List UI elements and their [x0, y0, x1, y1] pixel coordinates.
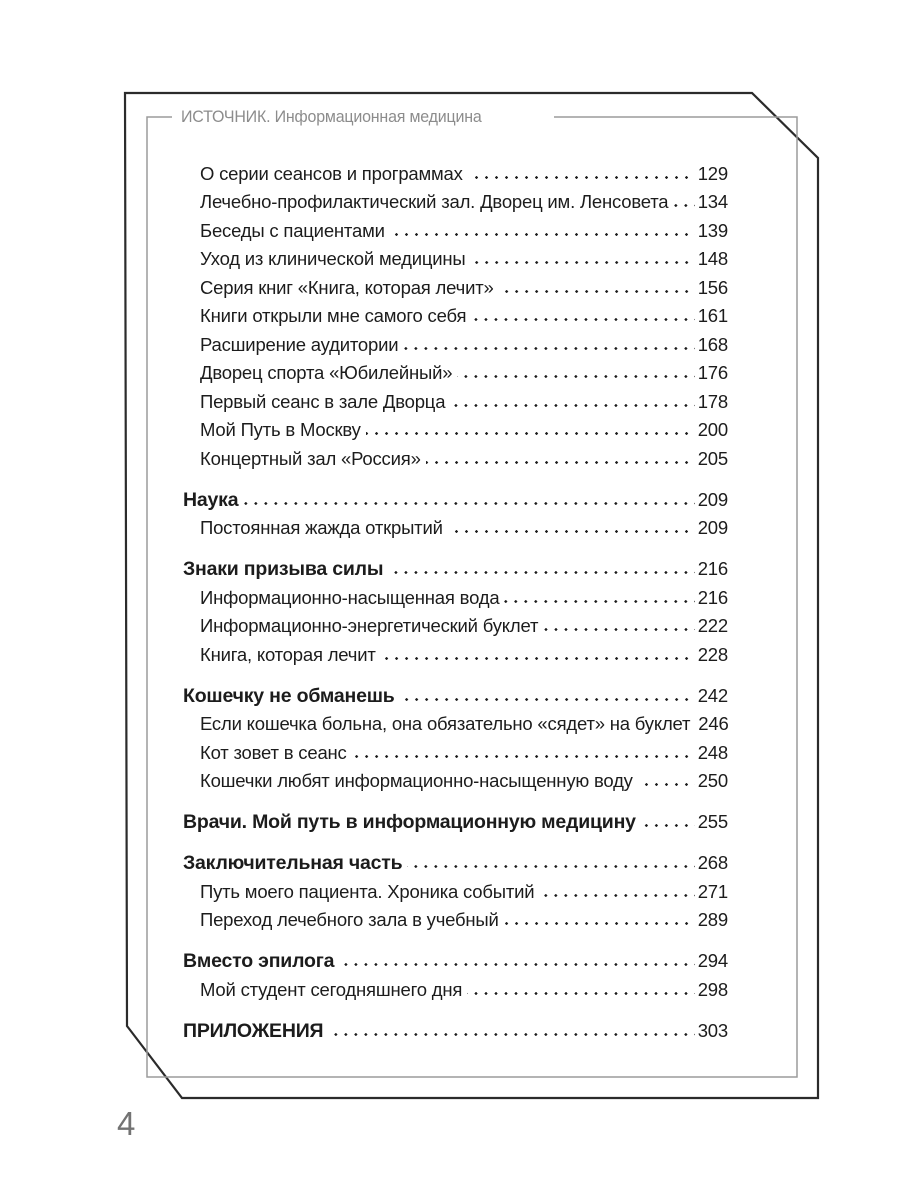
toc-entry [183, 413, 728, 442]
toc-entry [183, 805, 728, 834]
toc-entry-page: 228 [697, 643, 728, 665]
toc-entry-title: Кот зовет в сеанс [200, 741, 347, 763]
toc-entry-page: 246 [698, 713, 729, 734]
toc-entry-title: Расширение аудитории [200, 333, 399, 355]
toc-entry-page: 255 [697, 811, 728, 832]
toc-entry-page: 205 [697, 447, 728, 469]
toc-entry [183, 903, 728, 932]
dot-leader [641, 824, 695, 827]
toc-entry [183, 735, 728, 764]
toc-entry [183, 270, 728, 299]
toc-entry [183, 511, 728, 540]
toc-entry-page: 178 [697, 390, 728, 412]
toc-entry [183, 441, 728, 470]
toc-entry-title: Серия книг «Книга, которая лечит» [200, 276, 494, 298]
dot-leader [471, 318, 694, 321]
toc-entry-page: 161 [697, 305, 728, 326]
toc-entry-page: 216 [697, 558, 728, 579]
dot-leader [467, 992, 695, 995]
toc-entry [183, 156, 728, 185]
toc-entry-title: Книга, которая лечит [200, 643, 376, 665]
toc-entry-title: Первый сеанс в зале Дворца [200, 390, 446, 412]
toc-entry-page: 271 [697, 880, 728, 902]
toc-entry [183, 972, 728, 1001]
dot-leader [543, 628, 694, 631]
toc-entry [183, 242, 728, 271]
dot-leader [638, 783, 695, 786]
running-header [181, 107, 482, 127]
toc-entry-title: Постоянная жажда открытий [200, 517, 443, 538]
dot-leader [471, 261, 695, 264]
dot-leader [403, 347, 694, 350]
toc-entry-page: 216 [697, 586, 728, 608]
toc-entry-page: 294 [697, 950, 728, 971]
toc-entry-page: 289 [697, 909, 728, 930]
toc-entry-page: 248 [697, 741, 728, 763]
toc-entry-page: 268 [697, 852, 728, 873]
toc-entry-title: Информационно-энергетический буклет [200, 615, 539, 636]
toc-entry-page: 148 [697, 248, 728, 269]
toc-entry-page: 134 [697, 191, 728, 212]
dot-leader [328, 1033, 694, 1036]
toc-entry-page: 176 [697, 362, 728, 383]
toc-entry-title: Если кошечка больна, она обязательно «сядет» на буклет [200, 713, 691, 734]
toc-entry-title: Вместо эпилога [183, 950, 335, 972]
toc-entry-page: 209 [697, 517, 728, 538]
toc-entry-page: 209 [697, 488, 728, 510]
dot-leader [243, 502, 694, 505]
toc-entry-page: 250 [697, 770, 728, 791]
dot-leader [407, 865, 694, 868]
toc-entry [183, 764, 728, 793]
dot-leader [381, 657, 695, 660]
toc-entry [183, 874, 728, 903]
dot-leader [539, 894, 694, 897]
toc-entry-page: 139 [697, 219, 728, 241]
toc-entry [183, 707, 728, 736]
toc-entry [183, 185, 728, 214]
dot-leader [673, 204, 694, 207]
dot-leader [457, 375, 694, 378]
toc-entry-page: 200 [697, 419, 728, 440]
dot-leader [499, 290, 695, 293]
dot-leader [339, 963, 694, 966]
toc-entry [183, 327, 728, 356]
dot-leader [448, 530, 695, 533]
toc-entry [183, 552, 728, 581]
page-number: 4 [117, 1105, 136, 1142]
toc-entry-page: 129 [697, 162, 728, 184]
toc-entry-title: Мой Путь в Москву [200, 419, 361, 440]
toc-entry [183, 944, 728, 973]
toc-entry-page: 242 [697, 684, 728, 706]
running-header-title: ИСТОЧНИК. Информационная медицина [181, 107, 482, 126]
toc-entry [183, 637, 728, 666]
toc-entry-title: Беседы с пациентами [200, 219, 385, 241]
toc-entry-title: Мой студент сегодняшнего дня [200, 978, 463, 1000]
dot-leader [352, 755, 695, 758]
toc-entry-title: Кошечку не обманешь [183, 684, 395, 707]
toc-entry-title: О серии сеансов и программах [200, 162, 463, 184]
toc-entry [183, 356, 728, 385]
toc-entry-title: Лечебно-профилактический зал. Дворец им. Ленсовета [200, 191, 669, 212]
toc-entry-title: Дворец спорта «Юбилейный» [200, 362, 453, 383]
toc-entry [183, 299, 728, 328]
toc-entry [183, 1013, 728, 1042]
toc-entry-title: Концертный зал «Россия» [200, 447, 421, 469]
dot-leader [504, 922, 695, 925]
toc-entry [183, 482, 728, 511]
toc-entry-title: Переход лечебного зала в учебный [200, 909, 499, 930]
toc-entry-title: Заключительная часть [183, 852, 403, 874]
toc-entry-title: Наука [183, 488, 239, 511]
toc-entry [183, 213, 728, 242]
toc-entry-title: Кошечки любят информационно-насыщенную воду [200, 770, 633, 791]
dot-leader [390, 233, 695, 236]
toc-entry-page: 222 [697, 615, 728, 636]
dot-leader [426, 461, 695, 464]
toc-entry-page: 156 [697, 276, 728, 298]
toc-entry-title: Информационно-насыщенная вода [200, 586, 500, 608]
toc-entry-title: Уход из клинической медицины [200, 248, 466, 269]
toc-entry-page: 303 [697, 1019, 728, 1041]
toc-entry [183, 609, 728, 638]
dot-leader [400, 698, 695, 701]
toc-entry-title: ПРИЛОЖЕНИЯ [183, 1019, 324, 1042]
toc-entry-title: Знаки призыва силы [183, 558, 384, 580]
toc-entry-page: 298 [697, 978, 728, 1000]
dot-leader [450, 404, 694, 407]
dot-leader [504, 600, 694, 603]
table-of-contents [183, 156, 728, 1042]
dot-leader [388, 571, 694, 574]
toc-entry [183, 580, 728, 609]
toc-entry [183, 846, 728, 875]
toc-entry [183, 384, 728, 413]
toc-entry-title: Книги открыли мне самого себя [200, 305, 467, 326]
toc-entry-title: Путь моего пациента. Хроника событий [200, 880, 535, 902]
dot-leader [366, 432, 695, 435]
toc-entry [183, 678, 728, 707]
dot-leader [468, 176, 695, 179]
toc-entry-title: Врачи. Мой путь в информационную медицину [183, 811, 636, 833]
toc-entry-page: 168 [697, 333, 728, 355]
